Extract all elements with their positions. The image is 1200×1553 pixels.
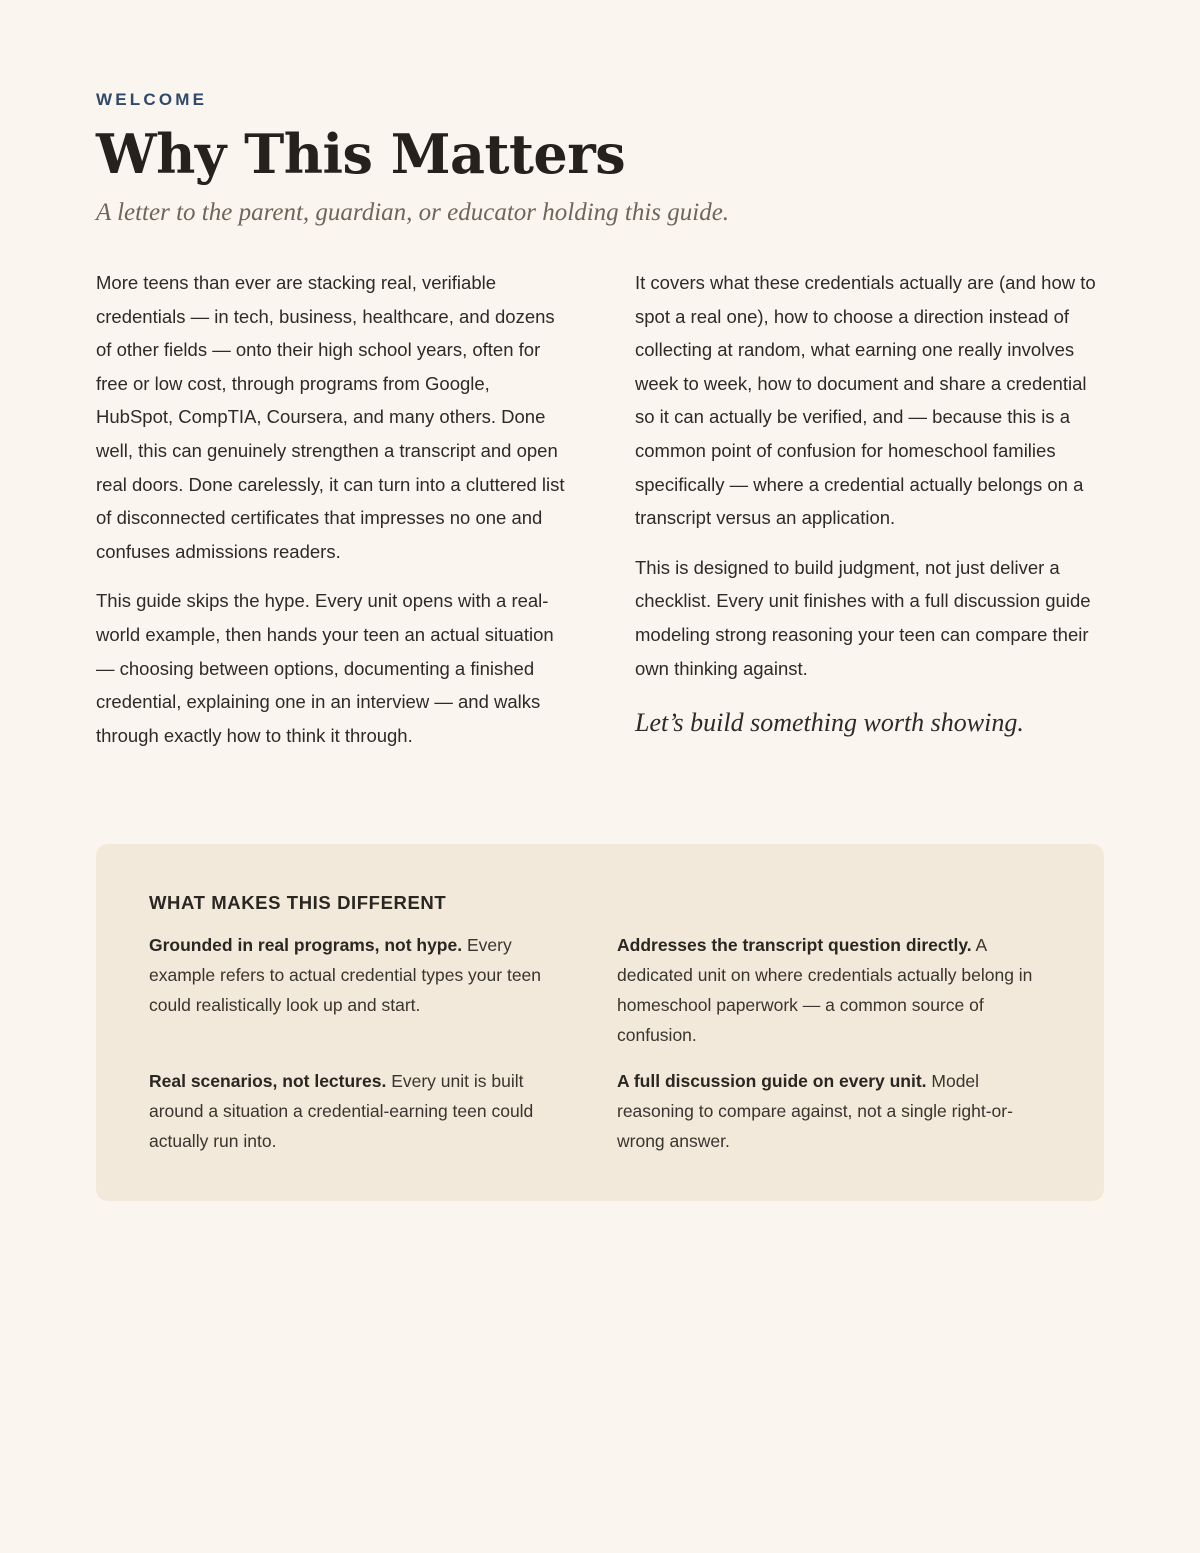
- body-paragraph: This is designed to build judgment, not just deliver a checklist. Every unit finishes with a full discussion guide modeling strong reasoning your teen can compare their own thinking against.: [635, 556, 1091, 679]
- right-column: [635, 266, 1105, 757]
- feature-item: [617, 930, 1042, 1050]
- callout-heading: WHAT MAKES THIS DIFFERENT: [149, 892, 447, 913]
- feature-item: [149, 1066, 574, 1156]
- feature-item: [149, 930, 574, 1020]
- section-eyebrow: WELCOME: [96, 90, 208, 109]
- body-paragraph: This guide skips the hype. Every unit opens with a real-world example, then hands your teen an actual situation — choosing between options, documenting a finished credential, explaining one in an interview — and walks through exactly how to think it through.: [96, 590, 554, 746]
- page-subtitle: A letter to the parent, guardian, or educator holding this guide.: [96, 199, 730, 226]
- feature-lead: Grounded in real programs, not hype.: [149, 935, 463, 955]
- feature-text: A dedicated unit on where credentials actually belong in homeschool paperwork — a common source of confusion.: [617, 935, 1033, 1045]
- feature-text: Every example refers to actual credential types your teen could realistically look up and start.: [149, 935, 542, 1015]
- feature-text: Every unit is built around a situation a credential-earning teen could actually run into.: [149, 1071, 534, 1151]
- feature-lead: Addresses the transcript question directly.: [617, 935, 972, 955]
- signoff: Let’s build something worth showing.: [635, 708, 1024, 738]
- feature-lead: Real scenarios, not lectures.: [149, 1071, 387, 1091]
- page-title: Why This Matters: [96, 122, 626, 186]
- left-column: [96, 266, 566, 768]
- feature-lead: A full discussion guide on every unit.: [617, 1071, 927, 1091]
- differences-callout: [96, 844, 1104, 1201]
- feature-item: [617, 1066, 1042, 1156]
- body-paragraph: More teens than ever are stacking real, verifiable credentials — in tech, business, healthcare, and dozens of other fields — onto their high school years, often for free or low cost, through programs from Google, HubSpot, CompTIA, Coursera, and many others. Done well, this can genuinely strengthen a transcript and open real doors. Done carelessly, it can turn into a cluttered list of disconnected certificates that impresses no one and confuses admissions readers.: [96, 272, 565, 562]
- body-paragraph: It covers what these credentials actually are (and how to spot a real one), how to choose a direction instead of collecting at random, what earning one really involves week to week, how to document and share a credential so it can actually be verified, and — because this is a common point of confusion for homeschool families specifically — where a credential actually belongs on a transcript versus an application.: [635, 272, 1096, 529]
- feature-text: Model reasoning to compare against, not a single right-or-wrong answer.: [617, 1071, 1013, 1151]
